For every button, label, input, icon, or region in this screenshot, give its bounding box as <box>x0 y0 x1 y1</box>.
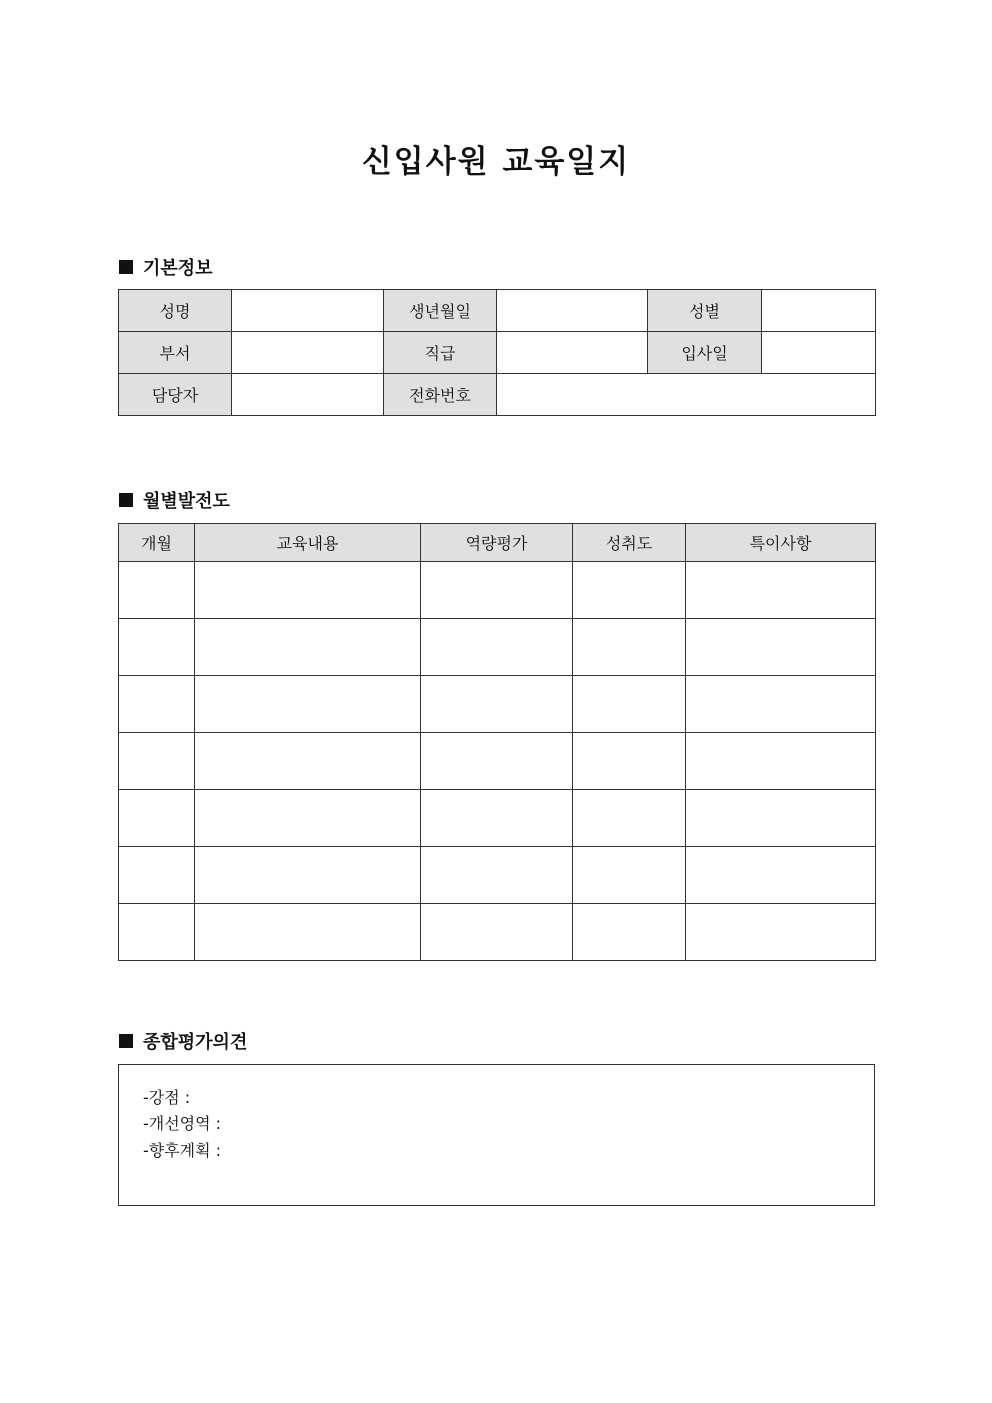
month-cell[interactable] <box>119 790 195 847</box>
table-row <box>119 332 876 374</box>
remarks-cell[interactable] <box>686 619 876 676</box>
training-content-cell[interactable] <box>195 904 421 961</box>
competency-evaluation-cell[interactable] <box>421 790 573 847</box>
month-cell[interactable] <box>119 847 195 904</box>
position-field[interactable] <box>497 332 648 374</box>
training-content-cell[interactable] <box>195 847 421 904</box>
column-header-achievement: 성취도 <box>573 524 686 562</box>
department-field[interactable] <box>232 332 384 374</box>
square-bullet-icon <box>119 260 133 274</box>
phone-field[interactable] <box>497 374 876 416</box>
section-heading-label: 종합평가의견 <box>143 1032 248 1053</box>
training-content-cell[interactable] <box>195 562 421 619</box>
label-department: 부서 <box>119 332 232 374</box>
remarks-cell[interactable] <box>686 904 876 961</box>
column-header-month: 개월 <box>119 524 195 562</box>
achievement-cell[interactable] <box>573 847 686 904</box>
achievement-cell[interactable] <box>573 733 686 790</box>
section-heading-basic-info <box>119 254 213 280</box>
training-content-cell[interactable] <box>195 790 421 847</box>
strengths-line: -강점 : <box>143 1088 191 1107</box>
table-row <box>119 847 876 904</box>
table-row <box>119 619 876 676</box>
achievement-cell[interactable] <box>573 676 686 733</box>
competency-evaluation-cell[interactable] <box>421 733 573 790</box>
achievement-cell[interactable] <box>573 904 686 961</box>
remarks-cell[interactable] <box>686 847 876 904</box>
table-row <box>119 733 876 790</box>
section-heading-monthly-progress <box>119 487 230 513</box>
training-content-cell[interactable] <box>195 676 421 733</box>
achievement-cell[interactable] <box>573 619 686 676</box>
gender-field[interactable] <box>762 290 876 332</box>
remarks-cell[interactable] <box>686 562 876 619</box>
month-cell[interactable] <box>119 733 195 790</box>
hire-date-field[interactable] <box>762 332 876 374</box>
manager-field[interactable] <box>232 374 384 416</box>
improvement-areas-line: -개선영역 : <box>143 1114 222 1133</box>
training-content-cell[interactable] <box>195 733 421 790</box>
future-plan-line: -향후계획 : <box>143 1141 222 1160</box>
column-header-training-content: 교육내용 <box>195 524 421 562</box>
training-content-cell[interactable] <box>195 619 421 676</box>
table-row <box>119 904 876 961</box>
competency-evaluation-cell[interactable] <box>421 847 573 904</box>
table-row <box>119 562 876 619</box>
square-bullet-icon <box>119 493 133 507</box>
month-cell[interactable] <box>119 619 195 676</box>
table-header-row <box>119 524 876 562</box>
column-header-remarks: 특이사항 <box>686 524 876 562</box>
label-hire-date: 입사일 <box>648 332 762 374</box>
label-phone: 전화번호 <box>384 374 497 416</box>
label-position: 직급 <box>384 332 497 374</box>
month-cell[interactable] <box>119 676 195 733</box>
column-header-competency-evaluation: 역량평가 <box>421 524 573 562</box>
label-birthdate: 생년월일 <box>384 290 497 332</box>
section-heading-label: 월별발전도 <box>143 491 230 512</box>
square-bullet-icon <box>119 1034 133 1048</box>
section-heading-label: 기본정보 <box>143 258 213 279</box>
competency-evaluation-cell[interactable] <box>421 676 573 733</box>
name-field[interactable] <box>232 290 384 332</box>
birthdate-field[interactable] <box>497 290 648 332</box>
achievement-cell[interactable] <box>573 790 686 847</box>
competency-evaluation-cell[interactable] <box>421 619 573 676</box>
remarks-cell[interactable] <box>686 733 876 790</box>
month-cell[interactable] <box>119 562 195 619</box>
table-row <box>119 790 876 847</box>
remarks-cell[interactable] <box>686 676 876 733</box>
label-manager: 담당자 <box>119 374 232 416</box>
table-row <box>119 374 876 416</box>
label-name: 성명 <box>119 290 232 332</box>
page-title: 신입사원 교육일지 <box>361 144 631 180</box>
table-row <box>119 290 876 332</box>
basic-info-table <box>118 289 876 416</box>
achievement-cell[interactable] <box>573 562 686 619</box>
summary-comment-box[interactable] <box>118 1064 875 1206</box>
competency-evaluation-cell[interactable] <box>421 562 573 619</box>
label-gender: 성별 <box>648 290 762 332</box>
monthly-progress-table <box>118 523 876 961</box>
section-heading-summary <box>119 1028 247 1054</box>
competency-evaluation-cell[interactable] <box>421 904 573 961</box>
month-cell[interactable] <box>119 904 195 961</box>
table-row <box>119 676 876 733</box>
remarks-cell[interactable] <box>686 790 876 847</box>
